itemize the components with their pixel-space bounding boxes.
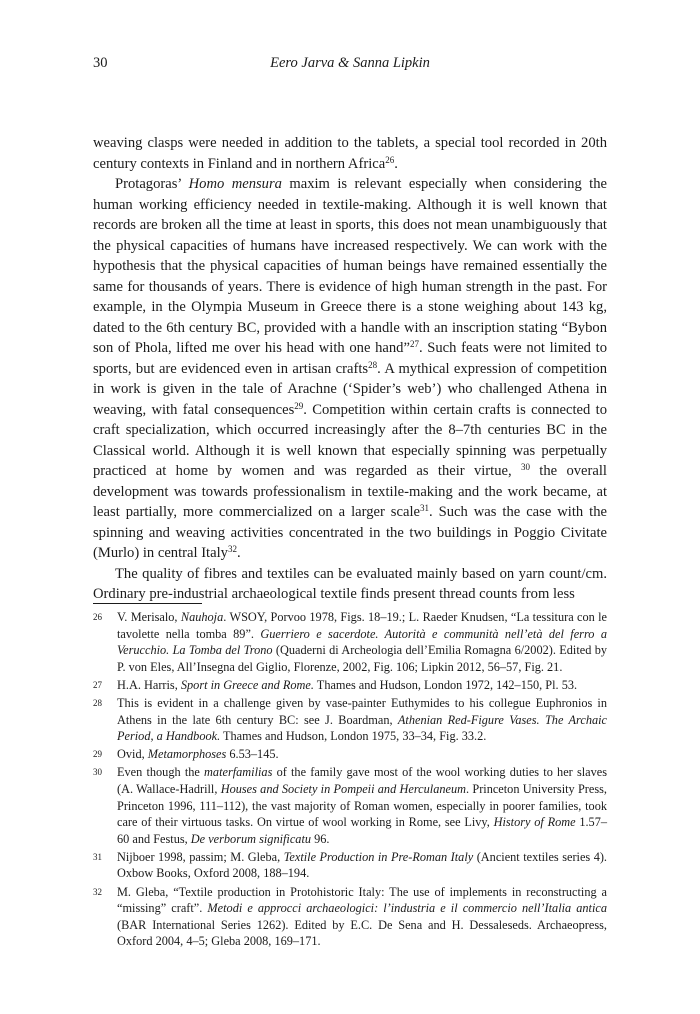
footnote-number: 30 (93, 767, 102, 778)
footnote-28 (93, 695, 607, 745)
footnote-ref-28[interactable]: 28 (368, 359, 378, 370)
footnote-32 (93, 884, 607, 950)
footnote-ref-30[interactable]: 30 (520, 462, 530, 472)
footnotes (93, 609, 607, 951)
footnote-text: H.A. Harris, Sport in Greece and Rome. Thames and Hudson, London 1972, 142–150, Pl. 53. (117, 677, 578, 692)
footnote-ref-31[interactable]: 31 (419, 503, 429, 513)
footnote-text: This is evident in a challenge given by vase-painter Euthymides to his collegue Euphronios in Athens in the late 6th century BC: see J. Boardman, Athenian Red-Figure Vases. The Archaic Period, a Handbook. Thames and Hudson, London 1975, 33–34, Fig. 33.2. (117, 695, 608, 744)
footnote-text: Even though the materfamilias of the family gave most of the wool working duties to her slaves (A. Wallace-Hadrill, Houses and Society in Pompeii and Herculaneum. Princeton University Press, Princeton 1996, 111–112), the vast majority of Roman women, especially in poorer families, took care of their virtuous tasks. On virtue of wool working in Rome, see Livy, History of Rome 1.57–60 and Festus, De verborum significatu 96. (117, 765, 608, 846)
footnote-text: Nijboer 1998, passim; M. Gleba, Textile Production in Pre-Roman Italy (Ancient textiles series 4). Oxbow Books, Oxford 2008, 188–194. (117, 849, 608, 881)
running-head-authors: Eero Jarva & Sanna Lipkin (270, 55, 430, 71)
footnote-ref-27[interactable]: 27 (409, 339, 419, 349)
footnote-number: 26 (93, 612, 102, 622)
footnote-number: 31 (93, 851, 102, 862)
footnote-30 (93, 764, 607, 847)
page-number: 30 (93, 55, 108, 71)
footnote-separator (93, 603, 202, 604)
footnote-ref-26[interactable]: 26 (385, 154, 395, 165)
footnote-number: 32 (93, 886, 102, 897)
paragraph-3: The quality of fibres and textiles can be evaluated mainly based on yarn count/cm. Ordinary pre-industrial archaeological textile finds present thread counts from less (93, 565, 607, 602)
footnote-31 (93, 849, 607, 882)
running-head (93, 55, 607, 75)
footnote-ref-32[interactable]: 32 (227, 544, 237, 554)
footnote-text: Ovid, Metamorphoses 6.53–145. (117, 747, 279, 762)
paragraph-2: Protagoras’ Homo mensura maxim is relevant especially when considering the human working efficiency needed in textile-making. Although it is well known that records are broken all the time at least in sports, this does not mean unambiguously that the physical capacities of humans have increased respectively. We can work with the hypothesis that the physical capacities of human beings have remained essentially the same for thousands of years. There is evidence of high human strength in the past. For example, in the Olympia Museum in Greece there is a stone weighing about 143 kg, dated to the 6th century BC, provided with a handle with an inscription stating “Bybon son of Phola, lifted me over his head with one hand”$^{27}$. Such feats were not limited to sports, but are evidenced even in artisan crafts$^{28}$. A mythical expression of competition in work is given in the tale of Arachne (‘Spider’s web’) who challenged Athena in weaving, with fatal consequences$^{29}$. Competition within certain crafts is connected to craft specialization, which occurred increasingly after the 8–7th centuries BC in the Classical world. Although it is well known that especially spinning was perpetually practiced at home by women and was regarded as their virtue, $^{30}$ the overall development was towards professionalism in textile-making and the work became, at least partially, more commercialized on a larger scale$^{31}$. Such was the case with the spinning and weaving activities concentrated in the two buildings in Poggio Civitate (Murlo) in central Italy$^{32}$. (93, 176, 608, 561)
paragraph-1: weaving clasps were needed in addition to the tablets, a special tool recorded in 20th century contexts in Finland and in northern Africa$^{26}$. (93, 135, 607, 172)
footnote-26 (93, 609, 607, 675)
footnote-29 (93, 746, 607, 763)
footnote-number: 29 (93, 749, 102, 760)
footnote-ref-29[interactable]: 29 (294, 400, 304, 411)
footnote-text: M. Gleba, “Textile production in Protohistoric Italy: The use of implements in reconstructing a “missing” craft”. Metodi e approcci archaeologici: l’industria e il commercio nell’Italia antica (BAR International Series 1262). Edited by E.C. De Sena and H. Dessaleseds. Archaeopress, Oxford 2004, 4–5; Gleba 2008, 169–171. (117, 884, 607, 949)
footnote-27 (93, 677, 607, 694)
footnote-number: 28 (93, 697, 102, 708)
footnote-text: V. Merisalo, Nauhoja. WSOY, Porvoo 1978, Figs. 18–19.; L. Raeder Knudsen, “La tessitura con le tavolette nella tomba 89”. Guerriero e sacerdote. Autorità e communità nell’età del ferro a Verucchio. La Tomba del Trono (Quaderni di Archeologia dell’Emilia Romagna 6/2002). Edited by P. von Eles, All’Insegna del Giglio, Florenze, 2002, Fig. 106; Lipkin 2012, 56–57, Fig. 21. (117, 610, 607, 674)
main-text (93, 133, 607, 605)
footnote-number: 27 (93, 679, 102, 690)
